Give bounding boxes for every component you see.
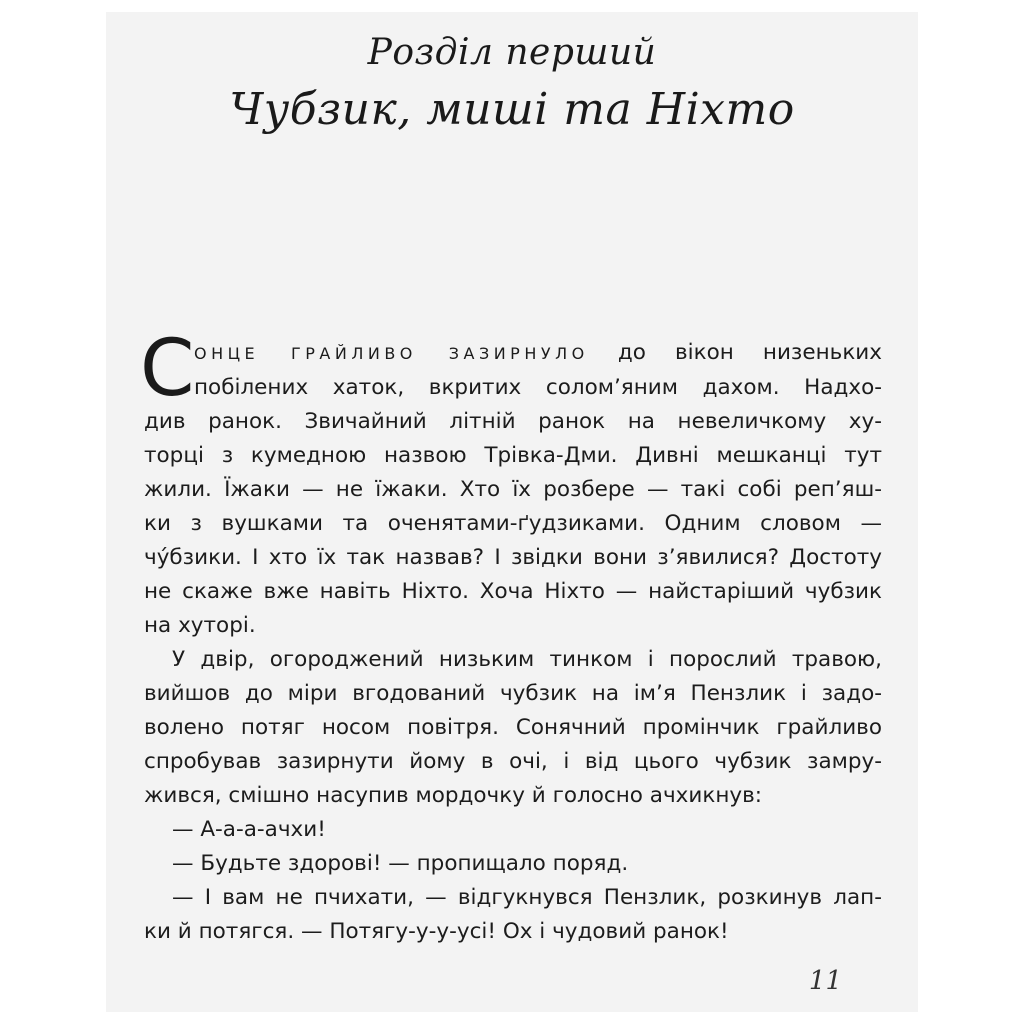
- text-line: на хуторі.: [144, 613, 256, 638]
- page-number: 11: [808, 966, 842, 996]
- chapter-title: Чубзик, миші та Ніхто: [229, 84, 795, 135]
- text-line: волено потяг носом повітря. Сонячний промінчик грайливо: [144, 715, 882, 740]
- book-page: [106, 12, 918, 1012]
- paragraph-4: [144, 847, 882, 881]
- text-line: [144, 336, 882, 371]
- text-line: — А-а-а-ачхи!: [172, 817, 326, 842]
- paragraph-3: [144, 813, 882, 847]
- text-line: ки з вушками та оченятами-ґудзиками. Одним словом —: [144, 511, 882, 536]
- text-line: жився, смішно насупив мордочку й голосно ачхикнув:: [144, 783, 763, 808]
- text-line: вийшов до міри вгодований чубзик на ім’я Пензлик і задо-: [144, 681, 882, 706]
- paragraph-5: [144, 881, 882, 949]
- text-line: — І вам не пчихати, — відгукнувся Пензлик, розкинув лап-: [172, 885, 882, 910]
- body-text: [140, 324, 882, 949]
- line-text: до вікон низеньких: [617, 340, 882, 365]
- lead-caps: ОНЦЕ ГРАЙЛИВО ЗАЗИРНУЛО: [194, 344, 589, 363]
- text-line: жили. Їжаки — не їжаки. Хто їх розбере — такі собі реп’яш-: [144, 477, 882, 502]
- text-line: не скаже вже навіть Ніхто. Хоча Ніхто — найстаріший чубзик: [144, 579, 882, 604]
- paragraph-2: [144, 643, 882, 813]
- text-line: див ранок. Звичайний літній ранок на невеличкому ху-: [144, 409, 882, 434]
- paragraph-1: [140, 324, 882, 643]
- chapter-label: Розділ перший: [367, 32, 657, 73]
- text-line: спробував зазирнути йому в очі, і від цього чубзик замру-: [144, 749, 882, 774]
- text-line: чу́бзики. І хто їх так назвав? І звідки вони з’явилися? Достоту: [144, 545, 882, 570]
- text-line: — Будьте здорові! — пропищало поряд.: [172, 851, 629, 876]
- text-line: У двір, огороджений низьким тинком і порослий травою,: [172, 647, 882, 672]
- text-line: ки й потягся. — Потягу-у-у-усі! Ох і чудовий ранок!: [144, 919, 729, 944]
- text-line: торці з кумедною назвою Трівка-Дми. Дивні мешканці тут: [144, 443, 882, 468]
- drop-cap: С: [140, 324, 195, 414]
- text-line: побілених хаток, вкритих солом’яним дахом. Надхо-: [194, 375, 882, 400]
